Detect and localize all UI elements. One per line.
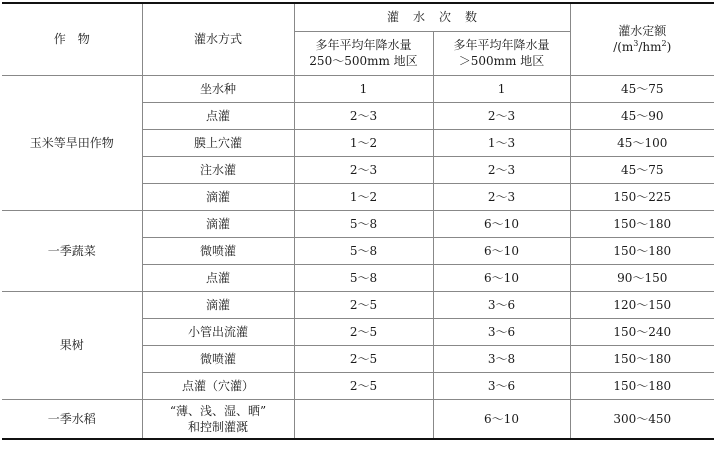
count-high-cell: 6～10	[433, 210, 570, 237]
count-high-cell: 2～3	[433, 156, 570, 183]
header-quota-label: 灌水定额	[618, 24, 667, 39]
crop-cell: 果树	[2, 291, 142, 399]
header-rainfall-low: 多年平均年降水量 250～500mm 地区	[294, 31, 433, 75]
quota-cell: 120～150	[570, 291, 714, 318]
count-low-cell: 1	[294, 75, 433, 102]
method-cell: 微喷灌	[142, 345, 294, 372]
method-cell: 点灌（穴灌）	[142, 372, 294, 399]
irrigation-table	[2, 2, 714, 440]
count-high-cell: 6～10	[433, 264, 570, 291]
header-crop-label: 作 物	[53, 32, 90, 47]
quota-cell: 45～90	[570, 102, 714, 129]
quota-cell: 45～75	[570, 75, 714, 102]
count-high-cell: 3～6	[433, 291, 570, 318]
header-method-label: 灌水方式	[193, 32, 242, 47]
count-low-cell: 5～8	[294, 237, 433, 264]
quota-cell: 150～180	[570, 237, 714, 264]
quota-cell: 150～180	[570, 210, 714, 237]
quota-cell: 150～180	[570, 345, 714, 372]
count-low-cell: 2～3	[294, 156, 433, 183]
method-cell: 滴灌	[142, 210, 294, 237]
count-low-cell: 2～5	[294, 345, 433, 372]
count-high-cell: 1	[433, 75, 570, 102]
method-cell: “薄、浅、湿、晒” 和控制灌溉	[142, 399, 294, 439]
crop-cell: 一季蔬菜	[2, 210, 142, 291]
table-row	[2, 210, 714, 237]
method-cell: 滴灌	[142, 183, 294, 210]
method-cell: 点灌	[142, 264, 294, 291]
header-count-label: 灌水次数	[387, 10, 492, 25]
count-high-cell: 1～3	[433, 129, 570, 156]
count-low-cell: 1～2	[294, 129, 433, 156]
count-low-cell: 2～5	[294, 291, 433, 318]
count-high-cell: 6～10	[433, 399, 570, 439]
count-high-cell: 3～8	[433, 345, 570, 372]
header-irrigation-count	[294, 3, 570, 31]
count-low-cell: 2～5	[294, 318, 433, 345]
quota-cell: 150～180	[570, 372, 714, 399]
header-rainfall-high: 多年平均年降水量 ＞500mm 地区	[433, 31, 570, 75]
header-quota-unit: $/(m^3/hm^2)$	[613, 39, 672, 55]
quota-cell: 90～150	[570, 264, 714, 291]
quota-cell: 45～75	[570, 156, 714, 183]
quota-cell: 45～100	[570, 129, 714, 156]
crop-cell: 玉米等旱田作物	[2, 75, 142, 210]
method-cell: 膜上穴灌	[142, 129, 294, 156]
method-cell: 注水灌	[142, 156, 294, 183]
count-high-cell: 6～10	[433, 237, 570, 264]
method-cell: 滴灌	[142, 291, 294, 318]
table-row	[2, 75, 714, 102]
count-low-cell: 2～5	[294, 372, 433, 399]
count-high-cell: 2～3	[433, 183, 570, 210]
method-cell: 微喷灌	[142, 237, 294, 264]
method-cell: 点灌	[142, 102, 294, 129]
count-low-cell: 5～8	[294, 264, 433, 291]
count-low-cell	[294, 399, 433, 439]
quota-cell: 150～240	[570, 318, 714, 345]
crop-cell: 一季水稻	[2, 399, 142, 439]
table-row	[2, 291, 714, 318]
count-high-cell: 3～6	[433, 318, 570, 345]
count-high-cell: 2～3	[433, 102, 570, 129]
method-cell: 坐水种	[142, 75, 294, 102]
quota-cell: 300～450	[570, 399, 714, 439]
count-low-cell: 1～2	[294, 183, 433, 210]
count-low-cell: 5～8	[294, 210, 433, 237]
header-quota	[570, 3, 714, 75]
quota-cell: 150～225	[570, 183, 714, 210]
method-cell: 小管出流灌	[142, 318, 294, 345]
header-method	[142, 3, 294, 75]
count-high-cell: 3～6	[433, 372, 570, 399]
header-crop	[2, 3, 142, 75]
table-row	[2, 399, 714, 439]
count-low-cell: 2～3	[294, 102, 433, 129]
